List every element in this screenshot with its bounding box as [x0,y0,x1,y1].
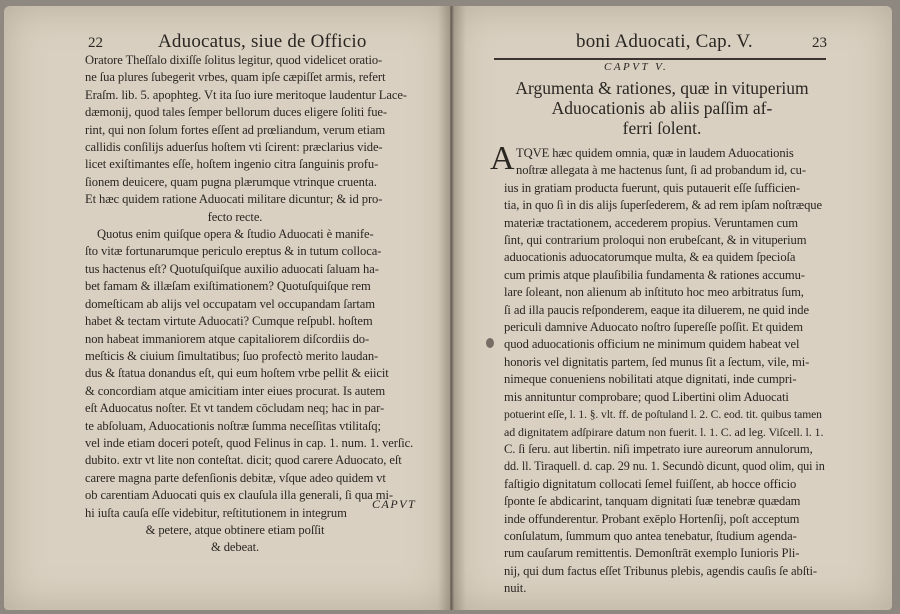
left-running-head: Aduocatus, siue de Officio [158,31,367,52]
text-line: lare ſoleant, non alienum ab inſtituto hoc meo arbitratus ſum, [504,285,804,300]
heading-line: Argumenta & rationes, quæ in vituperium [515,78,809,98]
heading-line: ferri ſolent. [622,118,702,138]
text-line: nuit. [504,581,527,596]
right-running-head: boni Aduocati, Cap. V. [576,31,753,52]
text-line: periculi damnive Aduocato noſtro ſupereſſe poſſit. Et quidem [504,320,803,335]
book-gutter [438,6,466,610]
header-rule [494,58,826,60]
ink-stain [486,338,494,348]
text-line: conſulatum, ſummum quo antea tenebatur, ſtudium agenda- [504,528,797,543]
text-line: tia, in quo ſi in dis alijs ſuperſederem, & ad rem ipſam noſtræque [504,198,822,213]
text-line: ad dignitatem adſpirare datum non fuerit. l. 1. C. ad leg. Viſcell. l. 1. [504,424,824,439]
text-line: rint, qui non ſolum fortes eſſent ad prœliandum, verum etiam [85,122,386,137]
text-line: honoris vel dignitatis partem, ſed munus ſit a ſectum, vile, mi- [504,354,810,369]
text-line: faſtigio dignitatum collocati ſemel fuiſſent, ab hocce officio [504,476,797,491]
text-line: bet famam & illæſam exiſtimationem? Quotuſquiſque rem [85,279,371,294]
text-line: Eraſm. lib. 5. apophteg. Vt ita ſuo iure meritoque laudentur Lace- [85,87,407,102]
text-line: aduocationis aduocatorumque multa, & ea quidem ſpecioſa [504,250,796,265]
text-line: nimeque conueniens nobilitati atque dignitati, inde cumpri- [504,372,797,387]
text-line: & petere, atque obtinere etiam poſſit [145,522,325,537]
text-line: materiæ tractationem, accederem propius. Veruntamen cum [504,215,798,230]
text-line: ſint, qui contrarium proloqui non erubeſcant, & in vituperium [504,233,807,248]
text-line: domeſticam ab alijs vel occupatam vel occupandam ſartam [85,296,375,311]
text-line: ſto vitæ fortunarumque periculo ereptus & in tutum colloca- [85,244,382,259]
right-body-text [504,145,826,598]
text-line: mis annituntur comprobare; quod Libertini olim Aduocati [504,389,789,404]
text-line: Et hæc quidem ratione Aduocati militare dicuntur; & id pro- [85,192,383,207]
text-line: nij, qui dum factus eſſet Tribunus plebis, agendis cauſis ſe abſti- [504,563,818,578]
text-line: non habeat immaniorem atque capitaliorem diſcordiis do- [85,331,370,346]
text-line: ius in gratiam producta fuerunt, quis putauerit eſſe ſufficien- [504,180,800,195]
text-line: ne ſua plures ſubegerit vrbes, quam ipſe cæpiſſet armis, refert [85,70,386,85]
text-line: dubito. extr vt lite non conteſtat. dicit; quod carere Aduocato, eſt [85,453,402,468]
text-line: & debeat. [210,540,260,555]
text-line: Quotus enim quiſque opera & ſtudio Aduocati è manife- [97,227,374,242]
text-line: vel inde etiam doceri poteſt, quod Felinus in cap. 1. num. 1. verſic. [85,435,414,450]
heading-line: Aduocationis ab aliis paſſim af- [551,98,773,118]
left-page-number: 22 [88,35,103,51]
text-line: carere magna parte defenſionis debitæ, vſque adeo quidem vt [85,470,386,485]
text-line: cum primis atque plauſibilia fundamenta & rationes accumu- [504,267,805,282]
text-line: hi iuſta cauſa eſſe videbitur, reſtitutionem in integrum [85,505,347,520]
text-line: dæmonij, quod tales ſemper bellorum duces eligere ſoliti fue- [85,105,388,120]
text-line: dd. ll. Tiraquell. d. cap. 29 nu. 1. Secundò dicunt, quod olim, qui in [504,459,825,474]
right-page-number: 23 [812,35,827,51]
text-line: ſponte ſe abdicarint, tanquam dignitati ſuæ tenebræ quædam [504,494,801,509]
text-line: licet exiſtimantes eſſe, hoſtem ingenio citra ſanguinis profu- [85,157,379,172]
text-line: quod aduocationis officium ne minimum quidem habeat vel [504,337,800,352]
left-body-text [85,52,425,557]
chapter-label: CAPVT V. [604,61,669,73]
catchword: CAPVT [372,497,417,511]
text-line: te abſoluam, Aduocationis noſtræ ſumma neceſſitas vtilitaſq; [85,418,381,433]
text-line: potuerint eſſe, l. 1. §. vlt. ff. de poſtuland l. 2. C. eod. tit. quibus tamen [504,408,822,422]
text-line: rum cauſarum remittentis. Demonſtrāt exemplo Iunioris Pli- [504,546,800,561]
text-line: eſt Aduocatus noſter. Et vt tandem cōcludam neq; hac in par- [85,401,385,416]
text-line: callidis conſilijs aduerſus hoſtem vti ſcirent: præclarius vide- [85,140,383,155]
text-line: habet & tectam virtute Aduocati? Cumque reſpubl. hoſtem [85,314,373,329]
chapter-heading [504,78,820,138]
drop-cap: A [490,140,515,177]
text-line: dus & ſtatua donandus eſt, qui eum hoſtem vrbe pellit & eiicit [85,366,389,381]
text-line: meſticis & ciuium ſimultatibus; ſuo profectò merito laudan- [85,348,379,363]
text-line: ob carentiam Aduocati quis ex clauſula illa generali, ſi qua mi- [85,488,393,503]
text-line: inde offunderentur. Probant exēplo Hortenſij, poſt acceptum [504,511,800,526]
text-line: & concordiam atque amicitiam inter eiues procurat. Is autem [85,383,386,398]
text-line: fecto recte. [207,209,263,224]
text-line: C. ſi ſeru. aut libertin. niſi impetrato iure aureorum annulorum, [504,441,813,456]
text-line: Oratore Theſſalo dixiſſe ſolitus legitur, quod videlicet oratio- [85,53,383,67]
text-line: ſionem deuicere, quam pugna plærumque vtrinque cruenta. [85,174,377,189]
text-line: TQVE hæc quidem omnia, quæ in laudem Aduocationis [516,146,794,160]
text-line: tus hactenus eſt? Quotuſquiſque auxilio aduocati ſaluam ha- [85,261,379,276]
text-line: ſi ad illa paucis reſponderem, eaque ita diluerem, ne quid inde [504,302,809,317]
text-line: noſtræ allegata à me hactenus ſunt, ſi ad probandum id, cu- [516,163,806,178]
